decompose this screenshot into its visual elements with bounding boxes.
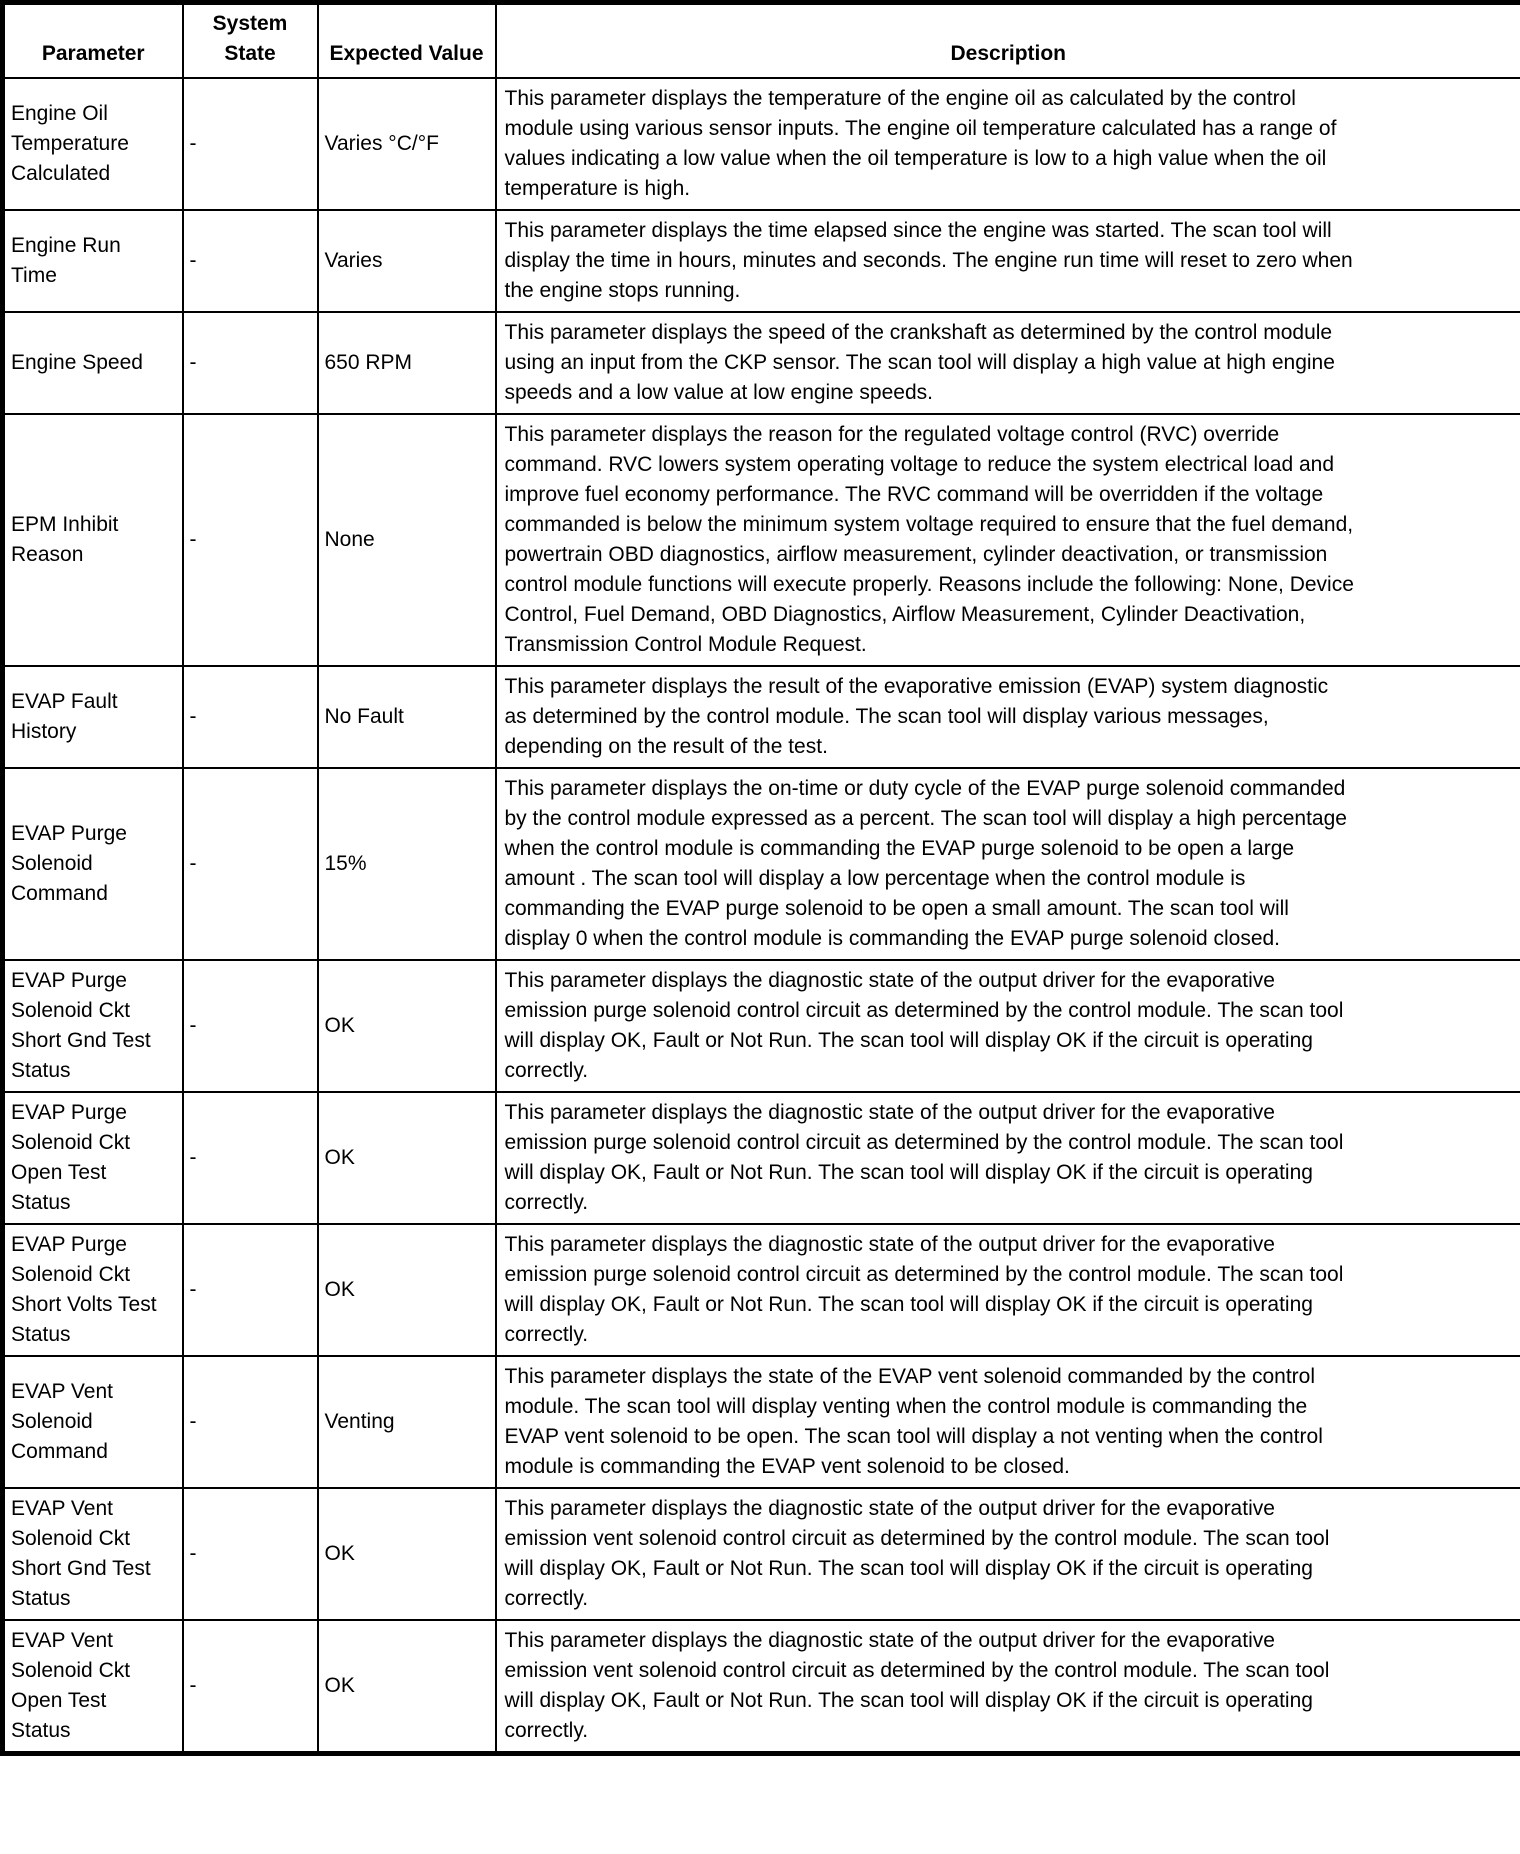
description-text: This parameter displays the result of the evaporative emission (EVAP) system diagnostic as determined by the control module. The scan tool will display various messages, depending on the result of the test. — [504, 675, 1329, 758]
table-row — [3, 960, 1520, 1092]
system-state-cell: - — [183, 1488, 318, 1620]
description-cell — [496, 312, 1520, 414]
parameter-cell: EVAP Purge Solenoid Command — [3, 768, 183, 960]
table-row — [3, 312, 1520, 414]
expected-value-cell: None — [318, 414, 496, 666]
system-state-cell: - — [183, 768, 318, 960]
table-row — [3, 414, 1520, 666]
expected-value-cell: OK — [318, 1488, 496, 1620]
description-cell — [496, 1488, 1520, 1620]
header-parameter: Parameter — [3, 3, 183, 79]
description-text: This parameter displays the diagnostic state of the output driver for the evaporative emission vent solenoid control circuit as determined by the control module. The scan tool will display OK, Fault or Not Run. The scan tool will display OK if the circuit is operating correctly. — [504, 1629, 1330, 1742]
table-row — [3, 1356, 1520, 1488]
table-row — [3, 78, 1520, 210]
description-cell — [496, 1224, 1520, 1356]
description-text: This parameter displays the reason for the regulated voltage control (RVC) override command. RVC lowers system operating voltage to reduce the system electrical load and improve fuel economy performance. The RVC command will be overridden if the voltage commanded is below the minimum system voltage required to ensure that the fuel demand, powertrain OBD diagnostics, airflow measurement, cylinder deactivation, or transmission control module functions will execute properly. Reasons include the following: None, Device Control, Fuel Demand, OBD Diagnostics, Airflow Measurement, Cylinder Deactivation, Transmission Control Module Request. — [504, 423, 1354, 656]
parameter-cell: EVAP Fault History — [3, 666, 183, 768]
system-state-cell: - — [183, 1356, 318, 1488]
system-state-cell: - — [183, 312, 318, 414]
expected-value-cell: OK — [318, 1620, 496, 1754]
description-cell — [496, 414, 1520, 666]
system-state-cell: - — [183, 78, 318, 210]
parameter-cell: EVAP Vent Solenoid Ckt Short Gnd Test Status — [3, 1488, 183, 1620]
description-text: This parameter displays the state of the EVAP vent solenoid commanded by the control module. The scan tool will display venting when the control module is commanding the EVAP vent solenoid to be open. The scan tool will display a not venting when the control module is commanding the EVAP vent solenoid to be closed. — [504, 1365, 1323, 1478]
system-state-cell: - — [183, 1092, 318, 1224]
description-cell — [496, 768, 1520, 960]
table-row — [3, 1092, 1520, 1224]
description-cell — [496, 210, 1520, 312]
expected-value-cell: 650 RPM — [318, 312, 496, 414]
description-text: This parameter displays the diagnostic state of the output driver for the evaporative emission purge solenoid control circuit as determined by the control module. The scan tool will display OK, Fault or Not Run. The scan tool will display OK if the circuit is operating correctly. — [504, 1233, 1344, 1346]
expected-value-cell: Varies — [318, 210, 496, 312]
description-cell — [496, 1356, 1520, 1488]
description-cell — [496, 1092, 1520, 1224]
expected-value-cell: OK — [318, 960, 496, 1092]
header-system-state: System State — [183, 3, 318, 79]
parameter-cell: Engine Run Time — [3, 210, 183, 312]
header-row — [3, 3, 1520, 79]
parameter-cell: EVAP Vent Solenoid Ckt Open Test Status — [3, 1620, 183, 1754]
description-text: This parameter displays the diagnostic state of the output driver for the evaporative emission purge solenoid control circuit as determined by the control module. The scan tool will display OK, Fault or Not Run. The scan tool will display OK if the circuit is operating correctly. — [504, 969, 1344, 1082]
table-row — [3, 1224, 1520, 1356]
system-state-cell: - — [183, 414, 318, 666]
expected-value-cell: OK — [318, 1224, 496, 1356]
description-text: This parameter displays the speed of the crankshaft as determined by the control module using an input from the CKP sensor. The scan tool will display a high value at high engine speeds and a low value at low engine speeds. — [504, 321, 1335, 404]
system-state-cell: - — [183, 1620, 318, 1754]
expected-value-cell: Venting — [318, 1356, 496, 1488]
parameter-cell: EVAP Purge Solenoid Ckt Short Gnd Test Status — [3, 960, 183, 1092]
header-expected-value: Expected Value — [318, 3, 496, 79]
table-row — [3, 210, 1520, 312]
expected-value-cell: 15% — [318, 768, 496, 960]
description-text: This parameter displays the time elapsed since the engine was started. The scan tool will display the time in hours, minutes and seconds. The engine run time will reset to zero when the engine stops running. — [504, 219, 1353, 302]
expected-value-cell: No Fault — [318, 666, 496, 768]
description-cell — [496, 78, 1520, 210]
parameter-cell: EVAP Purge Solenoid Ckt Open Test Status — [3, 1092, 183, 1224]
description-cell — [496, 960, 1520, 1092]
description-text: This parameter displays the diagnostic state of the output driver for the evaporative emission vent solenoid control circuit as determined by the control module. The scan tool will display OK, Fault or Not Run. The scan tool will display OK if the circuit is operating correctly. — [504, 1497, 1330, 1610]
system-state-cell: - — [183, 666, 318, 768]
parameter-cell: EPM Inhibit Reason — [3, 414, 183, 666]
expected-value-cell: Varies °C/°F — [318, 78, 496, 210]
table-row — [3, 768, 1520, 960]
system-state-cell: - — [183, 960, 318, 1092]
expected-value-cell: OK — [318, 1092, 496, 1224]
description-cell — [496, 1620, 1520, 1754]
description-cell — [496, 666, 1520, 768]
parameter-cell: EVAP Vent Solenoid Command — [3, 1356, 183, 1488]
description-text: This parameter displays the temperature of the engine oil as calculated by the control module using various sensor inputs. The engine oil temperature calculated has a range of values indicating a low value when the oil temperature is low to a high value when the oil temperature is high. — [504, 87, 1337, 200]
table-row — [3, 1620, 1520, 1754]
parameter-cell: Engine Oil Temperature Calculated — [3, 78, 183, 210]
parameter-cell: EVAP Purge Solenoid Ckt Short Volts Test Status — [3, 1224, 183, 1356]
table-row — [3, 1488, 1520, 1620]
description-text: This parameter displays the diagnostic state of the output driver for the evaporative emission purge solenoid control circuit as determined by the control module. The scan tool will display OK, Fault or Not Run. The scan tool will display OK if the circuit is operating correctly. — [504, 1101, 1344, 1214]
header-description: Description — [496, 3, 1520, 79]
parameter-cell: Engine Speed — [3, 312, 183, 414]
system-state-cell: - — [183, 210, 318, 312]
table-row — [3, 666, 1520, 768]
system-state-cell: - — [183, 1224, 318, 1356]
description-text: This parameter displays the on-time or duty cycle of the EVAP purge solenoid commanded by the control module expressed as a percent. The scan tool will display a high percentage when the control module is commanding the EVAP purge solenoid to be open a large amount . The scan tool will display a low percentage when the control module is commanding the EVAP purge solenoid to be open a small amount. The scan tool will display 0 when the control module is commanding the EVAP purge solenoid closed. — [504, 777, 1347, 950]
